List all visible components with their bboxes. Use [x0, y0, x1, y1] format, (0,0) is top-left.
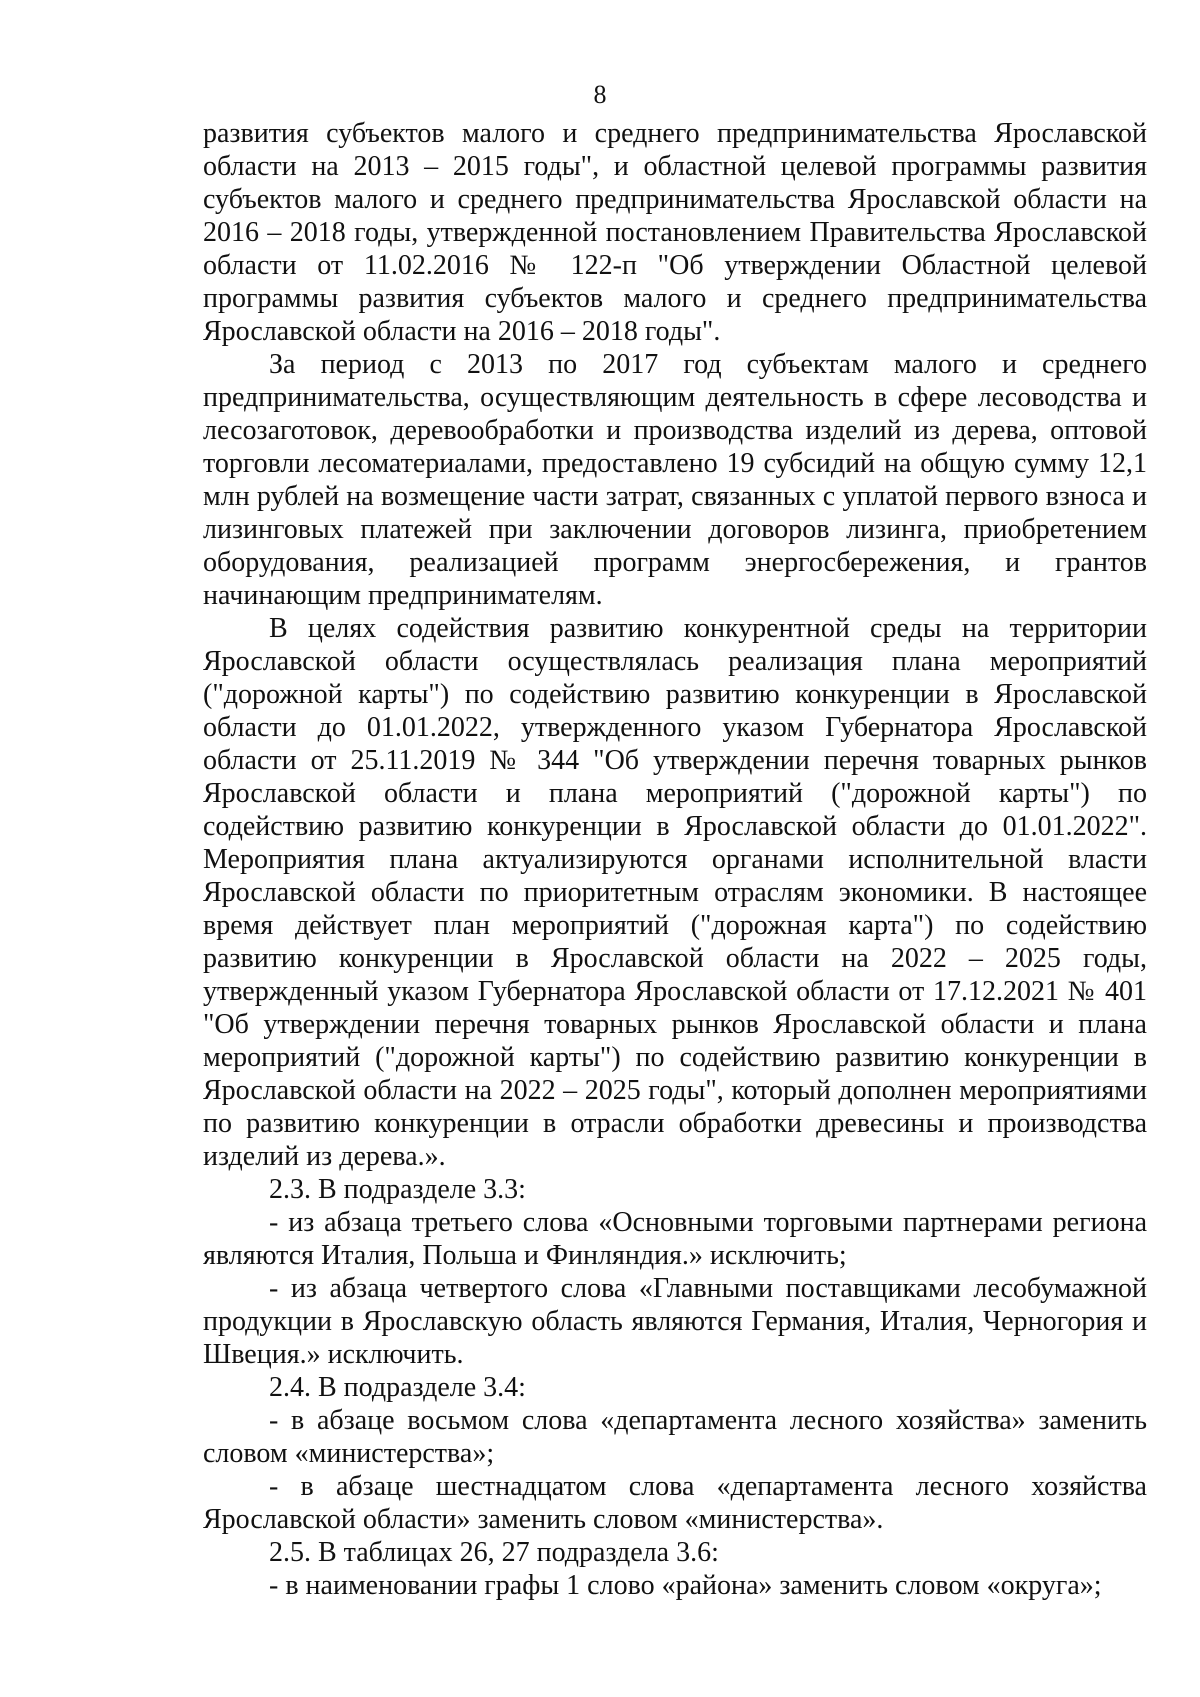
section-heading-2-3: 2.3. В подразделе 3.3: — [269, 1174, 526, 1205]
list-item-2-4-b: - в абзаце шестнадцатом слова «департамента лесного хозяйства Ярославской области» заменить словом «министерства». — [203, 1471, 1147, 1535]
section-heading-2-5: 2.5. В таблицах 26, 27 подраздела 3.6: — [269, 1537, 719, 1568]
document-body — [203, 117, 1147, 1602]
list-item-2-5-a: - в наименовании графы 1 слово «района» заменить словом «округа»; — [269, 1570, 1102, 1601]
section-heading-2-4: 2.4. В подразделе 3.4: — [269, 1372, 526, 1403]
page-number: 8 — [593, 80, 607, 109]
list-item-2-3-b: - из абзаца четвертого слова «Главными поставщиками лесобумажной продукции в Ярославскую область являются Германия, Италия, Черногория и Швеция.» исключить. — [203, 1273, 1147, 1370]
list-item-2-4-a: - в абзаце восьмом слова «департамента лесного хозяйства» заменить словом «министерства»; — [203, 1405, 1147, 1469]
paragraph-continuation: развития субъектов малого и среднего предпринимательства Ярославской области на 2013 – 2015 годы", и областной целевой программы развития субъектов малого и среднего предпринимательства Ярославской области на 2016 – 2018 годы, утвержденной постановлением Правительства Ярославской области от 11.02.2016 № 122-п "Об утверждении Областной целевой программы развития субъектов малого и среднего предпринимательства Ярославской области на 2016 – 2018 годы". — [203, 118, 1147, 347]
list-item-2-3-a: - из абзаца третьего слова «Основными торговыми партнерами региона являются Италия, Польша и Финляндия.» исключить; — [203, 1207, 1147, 1271]
paragraph-competition: В целях содействия развитию конкурентной среды на территории Ярославской области осуществлялась реализация плана мероприятий ("дорожной карты") по содействию развитию конкуренции в Ярославской области до 01.01.2022, утвержденного указом Губернатора Ярославской области от 25.11.2019 № 344 "Об утверждении перечня товарных рынков Ярославской области и плана мероприятий ("дорожной карты") по содействию развитию конкуренции в Ярославской области до 01.01.2022". Мероприятия плана актуализируются органами исполнительной власти Ярославской области по приоритетным отраслям экономики. В настоящее время действует план мероприятий ("дорожная карта") по содействию развитию конкуренции в Ярославской области на 2022 – 2025 годы, утвержденный указом Губернатора Ярославской области от 17.12.2021 № 401 "Об утверждении перечня товарных рынков Ярославской области и плана мероприятий ("дорожной карты") по содействию развитию конкуренции в Ярославской области на 2022 – 2025 годы", который дополнен мероприятиями по развитию конкуренции в отрасли обработки древесины и производства изделий из дерева.». — [203, 613, 1147, 1172]
paragraph-subsidies: За период с 2013 по 2017 год субъектам малого и среднего предпринимательства, осуществляющим деятельность в сфере лесоводства и лесозаготовок, деревообработки и производства изделий из дерева, оптовой торговли лесоматериалами, предоставлено 19 субсидий на общую сумму 12,1 млн рублей на возмещение части затрат, связанных с уплатой первого взноса и лизинговых платежей при заключении договоров лизинга, приобретением оборудования, реализацией программ энергосбережения, и грантов начинающим предпринимателям. — [203, 349, 1147, 611]
